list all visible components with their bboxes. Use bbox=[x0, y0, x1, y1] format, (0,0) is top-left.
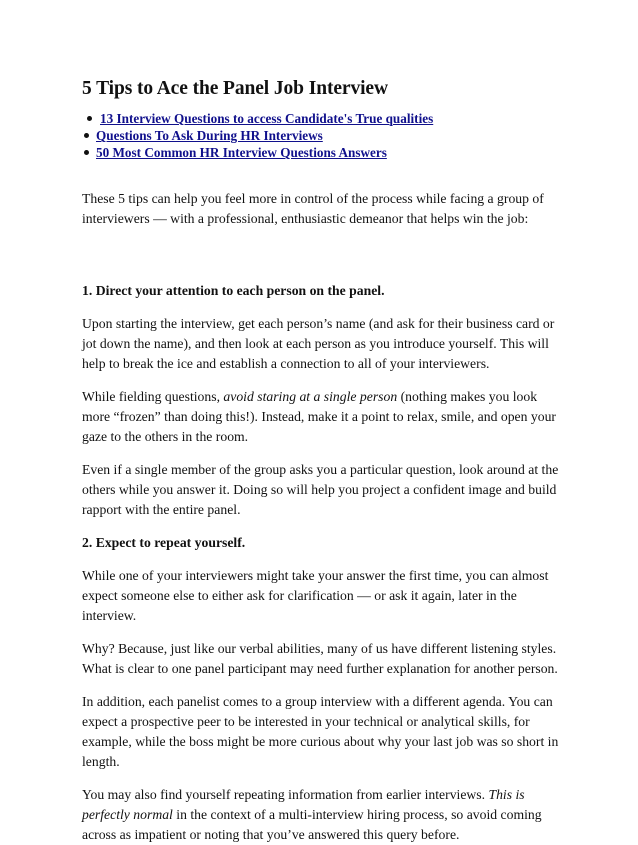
section-heading-2: 2. Expect to repeat yourself. bbox=[82, 535, 246, 550]
text-run: in the context of a multi-interview hiring process, so avoid coming across as impatient or noting that you’ve answered this query before. bbox=[82, 807, 542, 842]
text-run: While fielding questions, bbox=[82, 389, 224, 404]
emphasis-text: avoid staring at a single person bbox=[223, 389, 398, 404]
section-heading-1: 1. Direct your attention to each person on the panel. bbox=[82, 283, 385, 298]
body-paragraph: Why? Because, just like our verbal abilities, many of us have different listening styles. What is clear to one panel participant may need further explanation for another person. bbox=[82, 641, 558, 676]
related-link-item bbox=[82, 127, 562, 144]
link-questions-to-ask-hr[interactable]: Questions To Ask During HR Interviews bbox=[96, 128, 323, 143]
link-13-interview-questions[interactable]: 13 Interview Questions to access Candidate's True qualities bbox=[100, 111, 434, 126]
body-paragraph: In addition, each panelist comes to a group interview with a different agenda. You can expect a prospective peer to be interested in your technical or analytical skills, for example, while the boss might be more curious about why your last job was so short in length. bbox=[82, 694, 559, 769]
intro-paragraph: These 5 tips can help you feel more in control of the process while facing a group of interviewers — with a professional, enthusiastic demeanor that helps win the job: bbox=[82, 191, 544, 226]
related-links-list bbox=[82, 110, 562, 161]
body-paragraph: While one of your interviewers might take your answer the first time, you can almost expect someone else to either ask for clarification — or ask it again, later in the interview. bbox=[82, 568, 549, 623]
related-link-item bbox=[82, 144, 562, 161]
link-50-common-hr-questions[interactable]: 50 Most Common HR Interview Questions Answers bbox=[96, 145, 387, 160]
body-paragraph bbox=[82, 785, 562, 845]
emphasis-text: This is perfectly normal bbox=[82, 787, 525, 822]
bullet-icon bbox=[87, 116, 92, 121]
body-paragraph: Even if a single member of the group asks you a particular question, look around at the others while you answer it. Doing so will help you project a confident image and build rapport with the entire panel. bbox=[82, 462, 559, 517]
document-title: 5 Tips to Ace the Panel Job Interview bbox=[82, 78, 388, 99]
related-link-item bbox=[82, 110, 562, 127]
body-paragraph bbox=[82, 387, 562, 447]
bullet-icon bbox=[84, 150, 89, 155]
document-page bbox=[82, 76, 562, 845]
text-run: You may also find yourself repeating information from earlier interviews. bbox=[82, 787, 489, 802]
bullet-icon bbox=[84, 133, 89, 138]
text-run: (nothing makes you look more “frozen” than doing this!). Instead, make it a point to relax, smile, and open your gaze to the others in the room. bbox=[82, 389, 556, 444]
body-paragraph: Upon starting the interview, get each person’s name (and ask for their business card or jot down the name), and then look at each person as you introduce yourself. This will help to break the ice and establish a connection to all of your interviewers. bbox=[82, 316, 555, 371]
